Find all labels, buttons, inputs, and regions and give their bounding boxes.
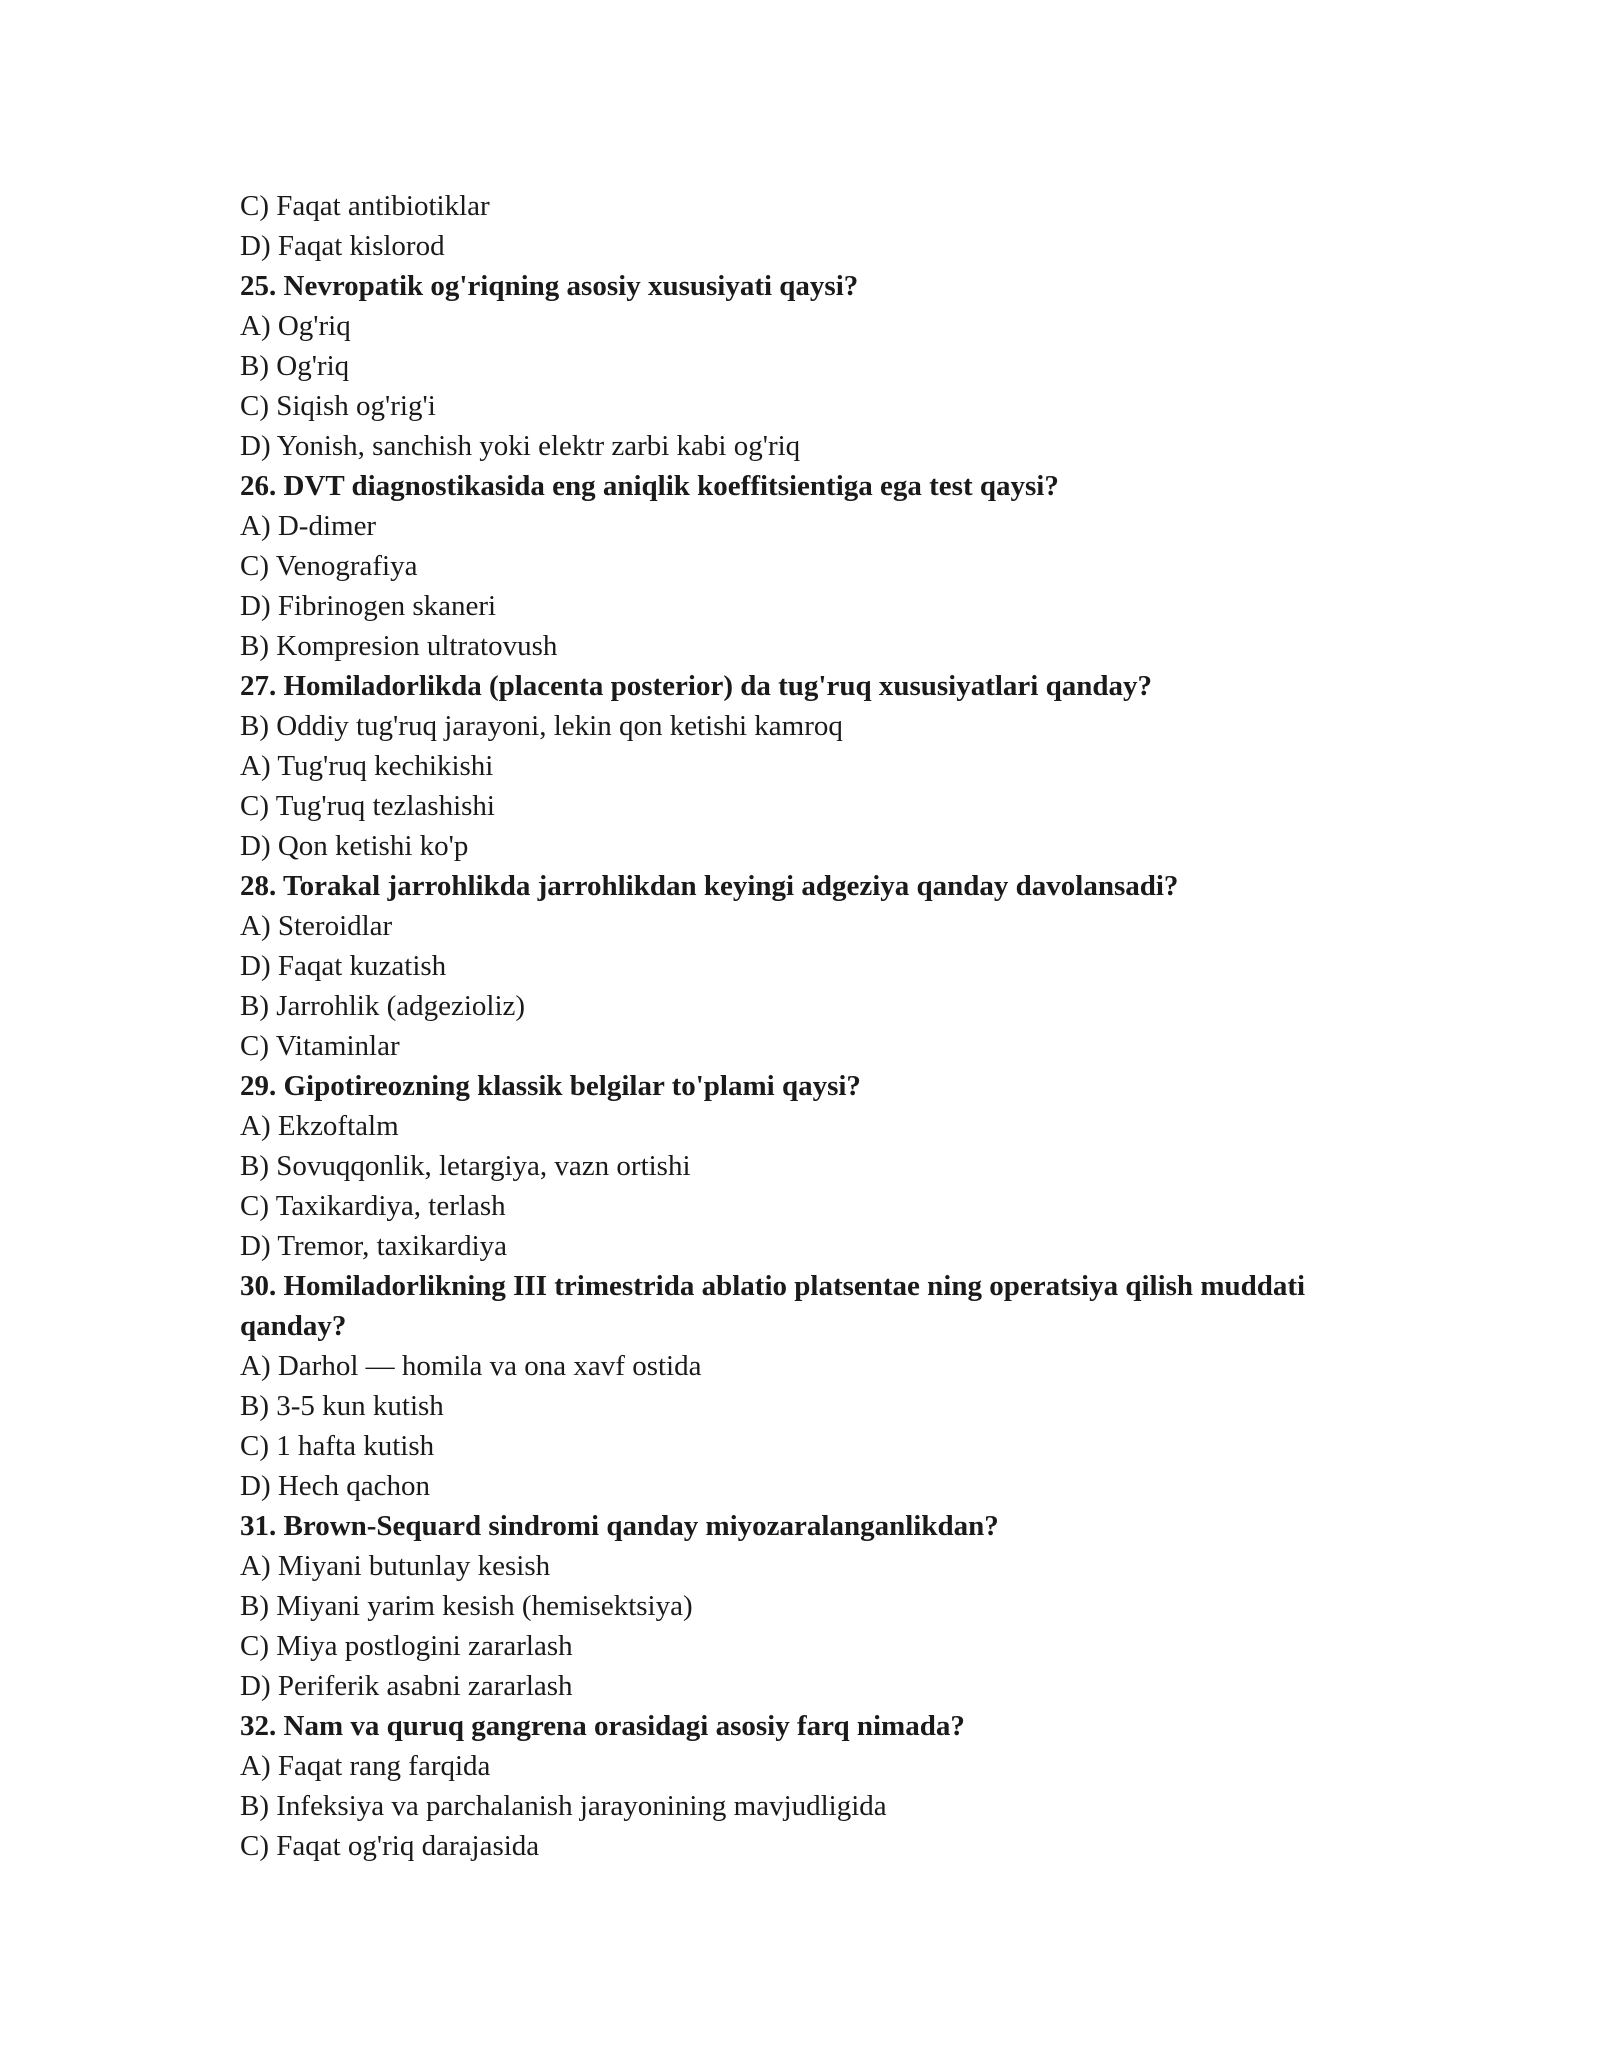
answer-option-line: B) Kompresion ultratovush — [240, 630, 558, 662]
answer-option-line: C) Siqish og'rig'i — [240, 390, 436, 422]
answer-option-line: A) Miyani butunlay kesish — [240, 1550, 551, 1582]
answer-option-line: A) Steroidlar — [240, 910, 393, 942]
answer-option-line: D) Tremor, taxikardiya — [240, 1230, 508, 1262]
answer-option-line: C) 1 hafta kutish — [240, 1430, 435, 1462]
answer-option-line: A) Tug'ruq kechikishi — [240, 750, 494, 782]
question-line: 31. Brown-Sequard sindromi qanday miyozaralanganlikdan? — [240, 1510, 999, 1542]
answer-option-line: A) Darhol — homila va ona xavf ostida — [240, 1350, 702, 1382]
question-line: 30. Homiladorlikning III trimestrida ablatio platsentae ning operatsiya qilish muddati qanday? — [240, 1270, 1306, 1342]
question-line: 28. Torakal jarrohlikda jarrohlikdan keyingi adgeziya qanday davolansadi? — [240, 870, 1179, 902]
answer-option-line: B) Miyani yarim kesish (hemisektsiya) — [240, 1590, 693, 1622]
answer-option-line: C) Miya postlogini zararlash — [240, 1630, 573, 1662]
answer-option-line: D) Yonish, sanchish yoki elektr zarbi kabi og'riq — [240, 430, 801, 462]
question-line: 32. Nam va quruq gangrena orasidagi asosiy farq nimada? — [240, 1710, 965, 1742]
answer-option-line: B) 3-5 kun kutish — [240, 1390, 444, 1422]
answer-option-line: C) Taxikardiya, terlash — [240, 1190, 506, 1222]
answer-option-line: A) Og'riq — [240, 310, 351, 342]
question-line: 27. Homiladorlikda (placenta posterior) da tug'ruq xususiyatlari qanday? — [240, 670, 1152, 702]
answer-option-line: A) Ekzoftalm — [240, 1110, 399, 1142]
answer-option-line: B) Og'riq — [240, 350, 350, 382]
answer-option-line: A) Faqat rang farqida — [240, 1750, 491, 1782]
question-line: 25. Nevropatik og'riqning asosiy xususiyati qaysi? — [240, 270, 859, 302]
answer-option-line: B) Jarrohlik (adgezioliz) — [240, 990, 526, 1022]
answer-option-line: B) Sovuqqonlik, letargiya, vazn ortishi — [240, 1150, 691, 1182]
question-line: 29. Gipotireozning klassik belgilar to'plami qaysi? — [240, 1070, 861, 1102]
answer-option-line: D) Faqat kislorod — [240, 230, 445, 262]
answer-option-line: D) Qon ketishi ko'p — [240, 830, 469, 862]
document-body — [240, 186, 1400, 1866]
question-line: 26. DVT diagnostikasida eng aniqlik koeffitsientiga ega test qaysi? — [240, 470, 1059, 502]
answer-option-line: C) Faqat antibiotiklar — [240, 190, 490, 222]
answer-option-line: B) Infeksiya va parchalanish jarayonining mavjudligida — [240, 1790, 887, 1822]
answer-option-line: D) Fibrinogen skaneri — [240, 590, 497, 622]
answer-option-line: D) Faqat kuzatish — [240, 950, 447, 982]
answer-option-line: C) Tug'ruq tezlashishi — [240, 790, 495, 822]
answer-option-line: C) Venografiya — [240, 550, 418, 582]
answer-option-line: B) Oddiy tug'ruq jarayoni, lekin qon ketishi kamroq — [240, 710, 843, 742]
answer-option-line: A) D-dimer — [240, 510, 377, 542]
answer-option-line: D) Hech qachon — [240, 1470, 431, 1502]
answer-option-line: D) Periferik asabni zararlash — [240, 1670, 573, 1702]
answer-option-line: C) Faqat og'riq darajasida — [240, 1830, 540, 1862]
answer-option-line: C) Vitaminlar — [240, 1030, 400, 1062]
